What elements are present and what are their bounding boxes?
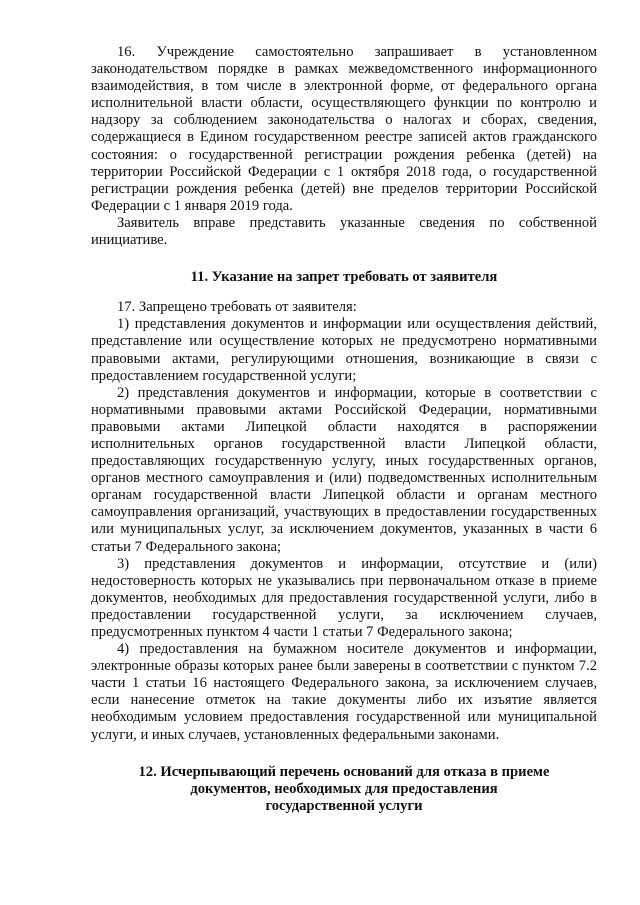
list-item-1: 1) представления документов и информации или осуществления действий, представление или осуществление которых не предусмотрено нормативными правовыми актами, регулирующими отношения, возникающие в связи с предоставлением государственной услуги; [91,316,597,384]
list-item-2: 2) представления документов и информации, которые в соответствии с нормативными правовыми актами Российской Федерации, нормативными правовыми актами Липецкой области находятся в распоряжении исполнительных органов государственной власти Липецкой области, предоставляющих государственную услугу, иных государственных органов, органов местного самоуправления и (или) подведомственных исполнительным органам государственной власти Липецкой области и органам местного самоуправления организаций, участвующих в предоставлении государственных или муниципальных услуг, за исключением документов, указанных в части 6 статьи 7 Федерального закона; [91,384,597,555]
paragraph-17: 17. Запрещено требовать от заявителя: [117,299,357,316]
paragraph-16: 16. Учреждение самостоятельно запрашивает в установленном законодательством порядке в рамках межведомственного информационного взаимодействия, в том числе в электронной форме, от федерального органа исполнительной власти области, осуществляющего функции по контролю и надзору за соблюдением законодательства о налогах и сборах, сведения, содержащиеся в Едином государственном реестре записей актов гражданского состояния: о государственной регистрации рождения ребенка (детей) на территории Российской Федерации с 1 октября 2018 года, о государственной регистрации рождения ребенка (детей) вне пределов территории Российской Федерации с 1 января 2019 года. [91,44,597,214]
paragraph-applicant-right: Заявитель вправе представить указанные сведения по собственной инициативе. [91,214,597,249]
section-12-heading-line-1: 12. Исчерпывающий перечень оснований для отказа в приеме [138,763,550,780]
section-12-heading [91,764,597,815]
section-12-heading-line-2: документов, необходимых для предоставления [190,780,498,797]
section-11-heading: 11. Указание на запрет требовать от заявителя [190,269,498,286]
section-12-heading-line-3: государственной услуги [265,797,423,814]
list-item-3: 3) представления документов и информации, отсутствие и (или) недостоверность которых не указывались при первоначальном отказе в приеме документов, необходимых для предоставления государственной услуги, либо в предоставлении государственной услуги, за исключением случаев, предусмотренных пунктом 4 части 1 статьи 7 Федерального закона; [91,555,597,640]
document-page [91,44,597,815]
list-item-4: 4) предоставления на бумажном носителе документов и информации, электронные образы которых ранее были заверены в соответствии с пунктом 7.2 части 1 статьи 16 настоящего Федерального закона, за исключением случаев, если нанесение отметок на такие документы либо их изъятие является необходимым условием предоставления государственной или муниципальной услуги, и иных случаев, установленных федеральными законами. [91,641,597,743]
